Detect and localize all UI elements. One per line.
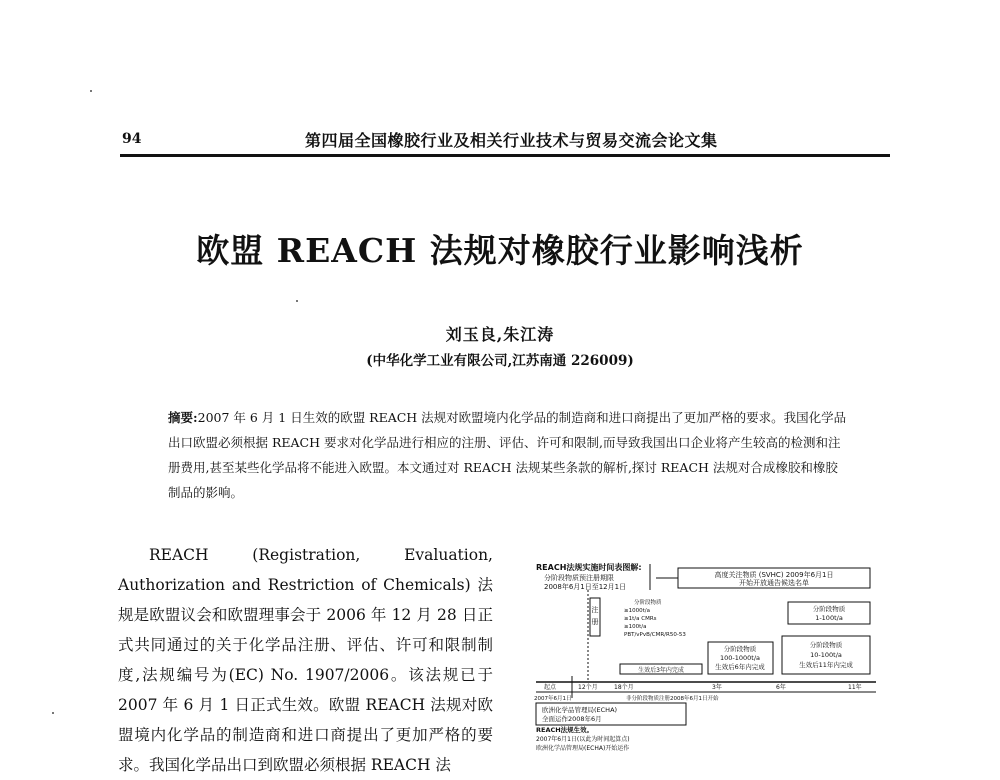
axis-18m: 18个月 xyxy=(614,684,634,691)
body-column xyxy=(118,540,493,780)
reach-timeline-figure xyxy=(530,560,885,755)
bottom-line1: REACH法规生效。 xyxy=(536,726,594,734)
abstract-text: 2007 年 6 月 1 日生效的欧盟 REACH 法规对欧盟境内化学品的制造商和进口商提出了更加严格的要求。我国化学品出口欧盟必须根据 REACH 要求对化学品进行相应的注册、评估、许可和限制,而导致我国出口企业将产生较高的检测和注册费用,甚至某些化学品将不能进入欧盟。本文通过对 REACH 法规某些条款的解析,探讨 REACH 法规对合成橡胶和橡胶制品的影响。 xyxy=(168,410,847,500)
tier4-line1: 分阶段物质 xyxy=(809,641,843,649)
tier2-line2: 100-1000t/a xyxy=(719,654,761,662)
axis-note: 非分阶段物质注册2008年6月1日开始 xyxy=(626,696,719,702)
axis-6y: 6年 xyxy=(776,684,786,691)
axis-3y: 3年 xyxy=(712,684,722,691)
echa-line2: 全面运作2008年6月 xyxy=(542,715,602,723)
tier3-line1: 分阶段物质 xyxy=(812,605,846,613)
registration-label-1: 注 xyxy=(591,606,599,614)
scan-mark xyxy=(296,300,298,302)
tier1-criteria-2: ≥1000t/a xyxy=(624,608,650,614)
running-header: 第四届全国橡胶行业及相关行业技术与贸易交流会论文集 xyxy=(305,131,718,150)
article-affiliation: (中华化学工业有限公司,江苏南通 226009) xyxy=(366,353,634,369)
tier2-line1: 分阶段物质 xyxy=(723,645,757,653)
page-number: 94 xyxy=(122,131,142,147)
tier2-line3: 生效后6年内完成 xyxy=(715,663,765,671)
registration-label-2: 册 xyxy=(591,618,599,626)
scan-mark xyxy=(52,712,54,714)
scan-mark xyxy=(90,90,92,92)
article-authors: 刘玉良,朱江涛 xyxy=(445,325,555,344)
axis-11y: 11年 xyxy=(848,684,862,691)
registration-box xyxy=(590,598,600,636)
pre-reg-line1: 分阶段物质预注册期限 xyxy=(544,574,614,582)
article-title: 欧盟 REACH 法规对橡胶行业影响浅析 xyxy=(196,231,804,270)
abstract-label: 摘要: xyxy=(168,410,198,425)
axis-date: 2007年6月1日 xyxy=(534,696,572,702)
tier1-done: 生效后3年内完成 xyxy=(638,667,684,674)
tier1-criteria-3: ≥1t/a CMRs xyxy=(624,616,657,622)
tier1-note: PBT/vPvB/CMR/R50-53 xyxy=(624,632,686,638)
tier3-line2: 1-100t/a xyxy=(815,614,843,622)
body-paragraph: REACH (Registration, Evaluation, Authorization and Restriction of Chemicals) 法规是欧盟议会和欧盟理事会于 2006 年 12 月 28 日正式共同通过的关于化学品注册、评估、许可和限制制度,法规编号为(EC) No. 1907/2006。该法规已于 2007 年 6 月 1 日正式生效。欧盟 REACH 法规对欧盟境内化学品的制造商和进口商提出了更加严格的要求。我国化学品出口到欧盟必须根据 REACH 法 xyxy=(118,546,493,774)
bottom-line2: 2007年6月1日(以此为时间起算点) xyxy=(536,736,630,743)
tier1-criteria-4: ≥100t/a xyxy=(624,624,647,630)
header-rule xyxy=(120,154,890,157)
fig-title: REACH法规实施时间表图解: xyxy=(536,563,642,572)
bottom-line3: 欧洲化学品管理局(ECHA)开始运作 xyxy=(536,745,630,752)
svhc-line1: 高度关注物质 (SVHC) 2009年6月1日 xyxy=(714,571,834,579)
tier4-line2: 10-100t/a xyxy=(810,651,842,659)
abstract xyxy=(168,405,848,505)
axis-12m: 12个月 xyxy=(578,684,598,691)
pre-reg-line2: 2008年6月1日至12月1日 xyxy=(544,583,627,591)
echa-line1: 欧洲化学品管理局(ECHA) xyxy=(542,706,618,714)
timeline-diagram xyxy=(530,560,885,755)
tier4-line3: 生效后11年内完成 xyxy=(799,661,853,669)
tier1-criteria-1: 分阶段物质 xyxy=(634,600,662,606)
svhc-line2: 开始开放通告候选名单 xyxy=(739,579,809,587)
axis-start: 起点 xyxy=(544,684,557,691)
